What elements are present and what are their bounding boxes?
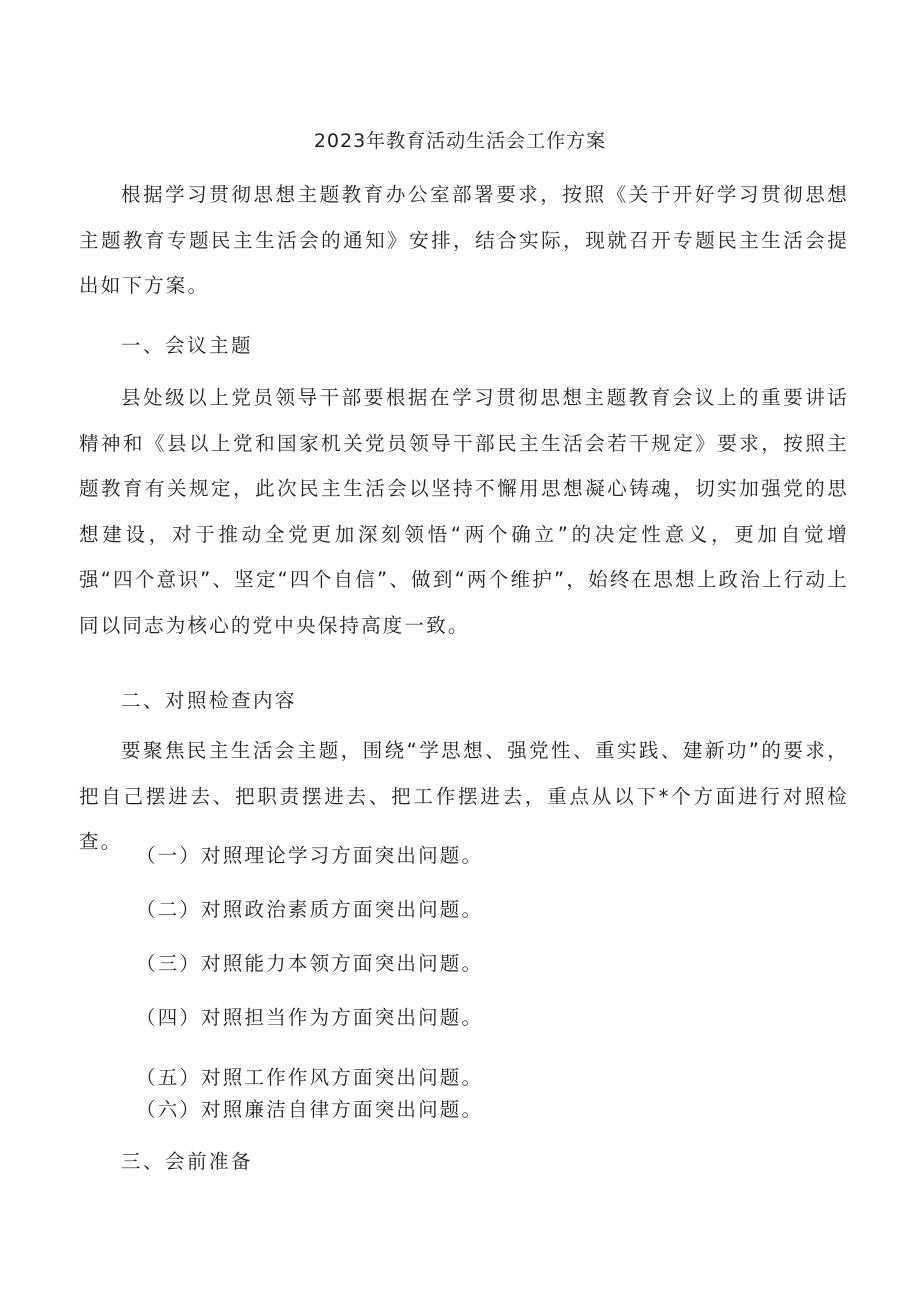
inspection-item: （一）对照理论学习方面突出问题。 [136,844,484,867]
inspection-item: （五）对照工作作风方面突出问题。 [136,1066,484,1089]
meeting-theme-paragraph: 县处级以上党员领导干部要根据在学习贯彻思想主题教育会议上的重要讲话精神和《县以上党和国家机关党员领导干部民主生活会若干规定》要求，按照主题教育有关规定，此次民主生活会以坚持不懈用思想凝心铸魂，切实加强党的思想建设，对于推动全党更加深刻领悟“两个确立”的决定性意义，更加自觉增强“四个意识”、坚定“四个自信”、做到“两个维护”，始终在思想上政治上行动上同以同志为核心的党中央保持高度一致。 [79,386,849,637]
section-heading-preparation: 三、会前准备 [121,1150,254,1173]
section-heading-inspection-content: 二、对照检查内容 [121,689,298,712]
inspection-item: （六）对照廉洁自律方面突出问题。 [136,1098,484,1121]
inspection-item: （三）对照能力本领方面突出问题。 [136,952,484,975]
intro-paragraph: 根据学习贯彻思想主题教育办公室部署要求，按照《关于开好学习贯彻思想主题教育专题民主生活会的通知》安排，结合实际，现就召开专题民主生活会提出如下方案。 [79,183,849,297]
document-title: 2023年教育活动生活会工作方案 [313,130,607,152]
inspection-content-paragraph: 要聚焦民主生活会主题，围绕“学思想、强党性、重实践、建新功”的要求，把自己摆进去、把职责摆进去、把工作摆进去，重点从以下*个方面进行对照检查。 [79,739,849,853]
section-heading-meeting-theme: 一、会议主题 [121,334,254,357]
inspection-item: （二）对照政治素质方面突出问题。 [136,898,484,921]
inspection-item: （四）对照担当作为方面突出问题。 [136,1006,484,1029]
